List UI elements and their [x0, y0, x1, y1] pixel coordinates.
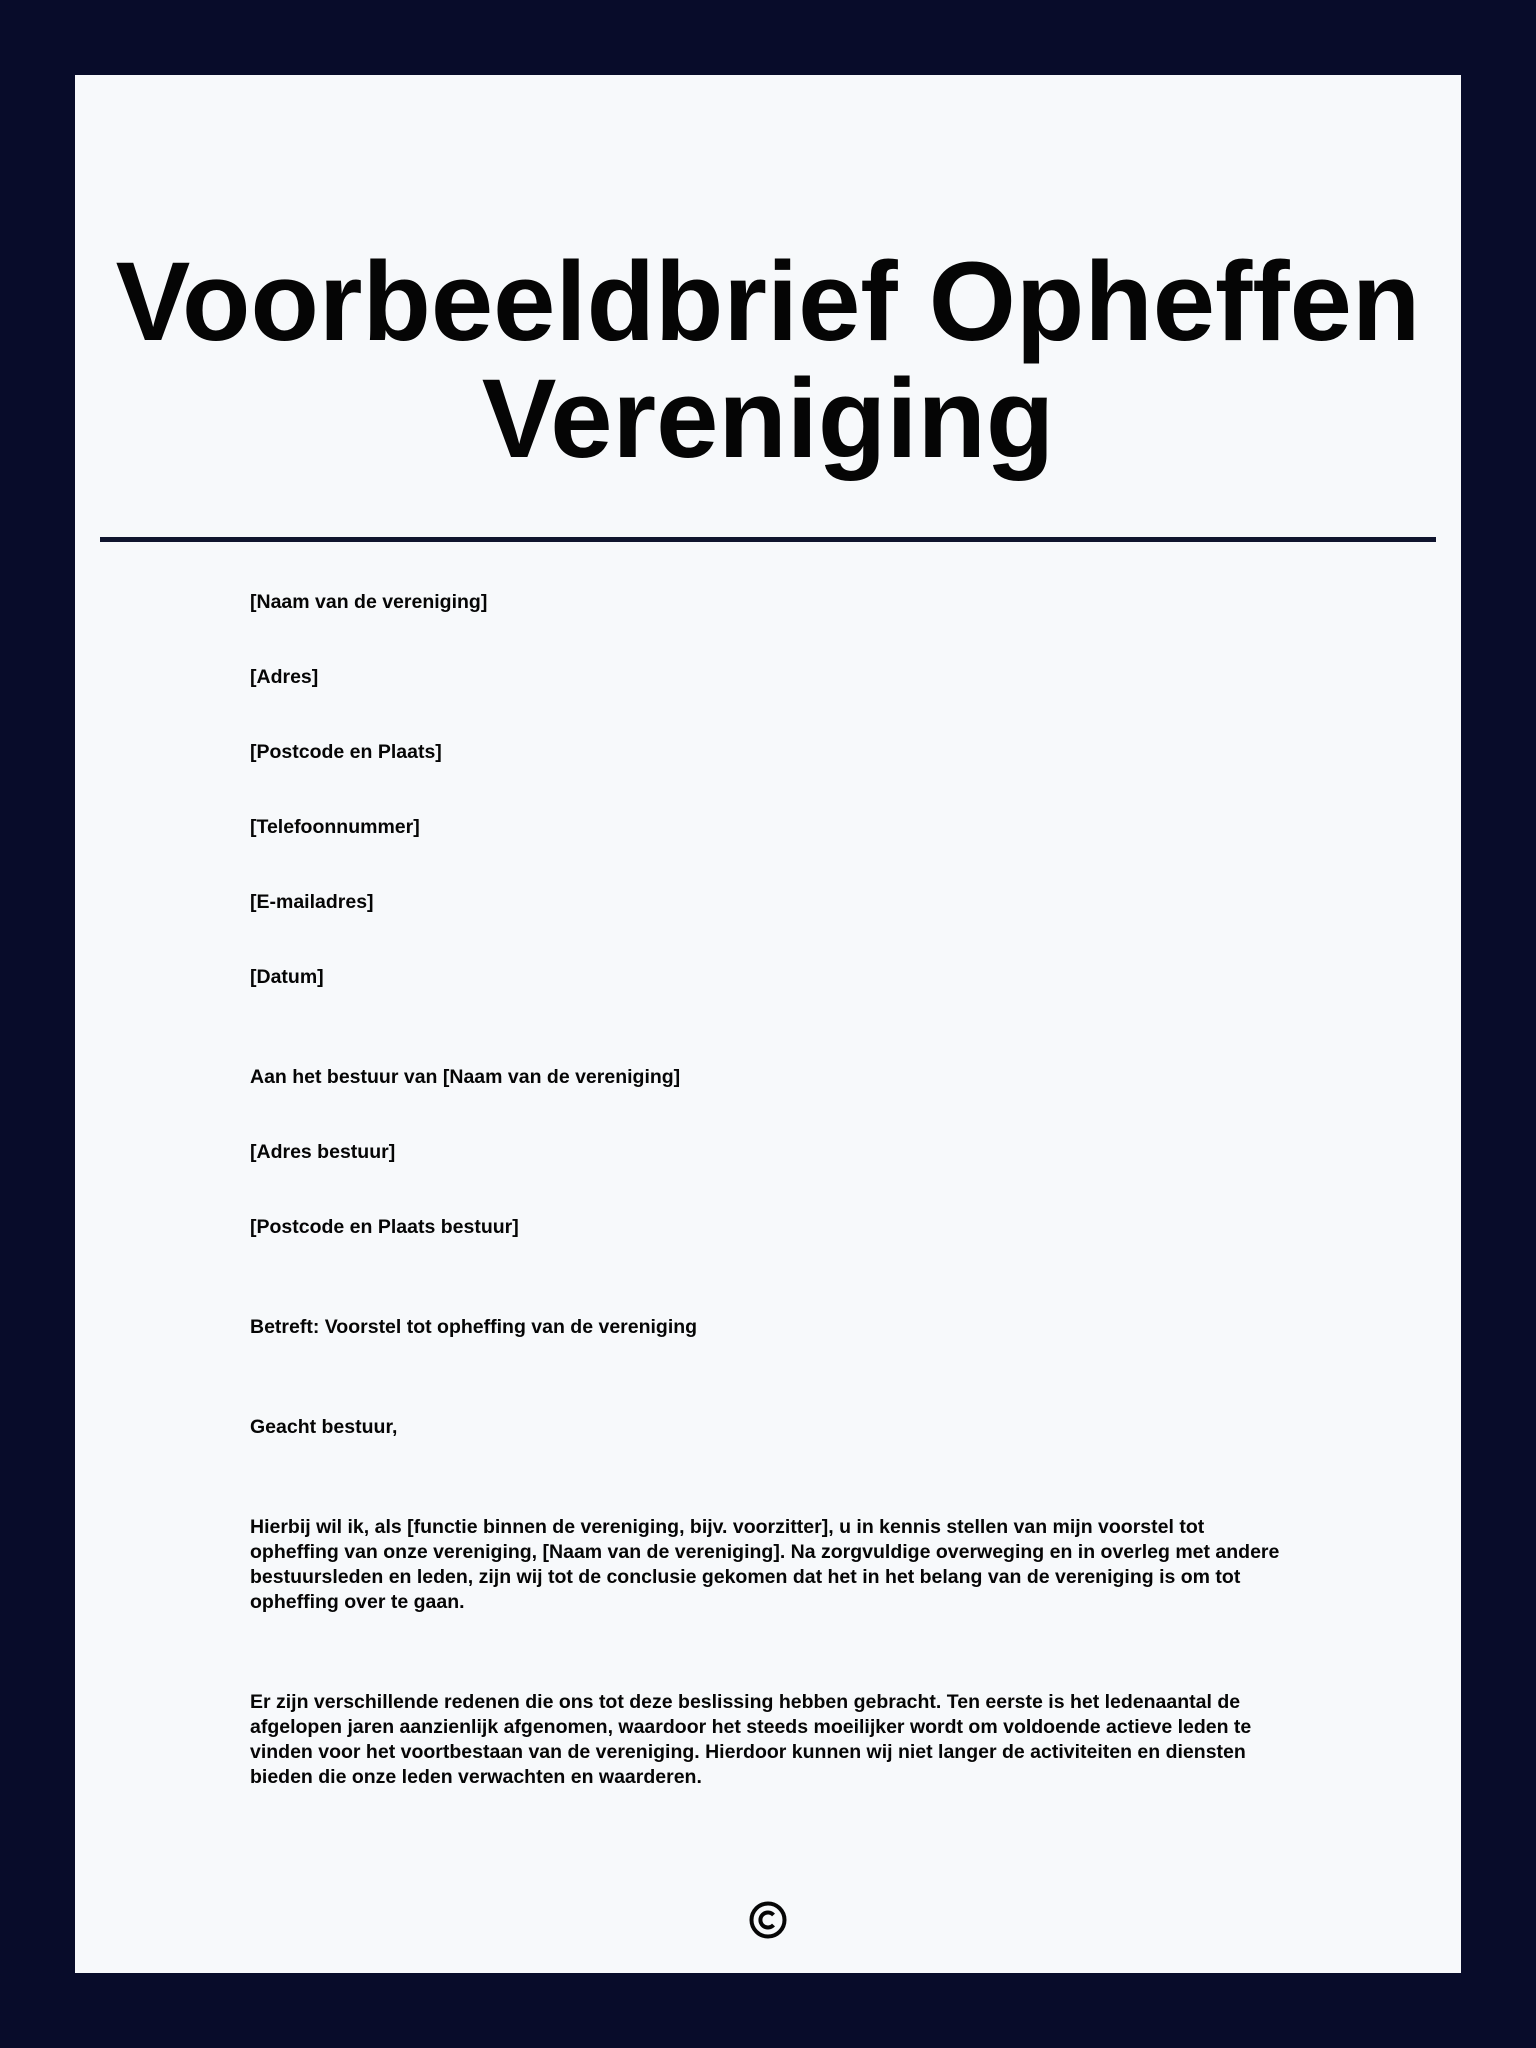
- body-paragraph-1: Hierbij wil ik, als [functie binnen de vereniging, bijv. voorzitter], u in kennis stellen van mijn voorstel tot opheffing van onze vereniging, [Naam van de vereniging]. Na zorgvuldige overweging en in overleg met andere bestuursleden en leden, zijn wij tot de conclusie gekomen dat het in het belang van de vereniging is om tot opheffing over te gaan.: [250, 1516, 1280, 1613]
- document-title: Voorbeeldbrief Opheffen Vereniging: [115, 239, 1421, 481]
- title-divider: [100, 537, 1436, 542]
- sender-email: [E-mailadres]: [250, 891, 374, 913]
- letter-salutation: Geacht bestuur,: [250, 1416, 398, 1438]
- body-paragraph-2: Er zijn verschillende redenen die ons tot deze beslissing hebben gebracht. Ten eerste is het ledenaantal de afgelopen jaren aanzienlijk afgenomen, waardoor het steeds moeilijker wordt om voldoende actieve leden te vinden voor het voortbestaan van de vereniging. Hierdoor kunnen wij niet langer de activiteiten en diensten bieden die onze leden verwachten en waarderen.: [250, 1691, 1252, 1788]
- recipient-address: [Adres bestuur]: [250, 1141, 396, 1163]
- copyright-icon: [75, 1900, 1461, 1945]
- sender-name: [Naam van de vereniging]: [250, 591, 488, 613]
- sender-phone: [Telefoonnummer]: [250, 816, 420, 838]
- letter-page: [75, 75, 1461, 1973]
- sender-address: [Adres]: [250, 666, 319, 688]
- recipient-line: Aan het bestuur van [Naam van de vereniging]: [250, 1066, 681, 1088]
- letter-date: [Datum]: [250, 966, 324, 988]
- letter-subject: Betreft: Voorstel tot opheffing van de vereniging: [250, 1316, 698, 1338]
- recipient-postcode-city: [Postcode en Plaats bestuur]: [250, 1216, 519, 1238]
- sender-postcode-city: [Postcode en Plaats]: [250, 741, 442, 763]
